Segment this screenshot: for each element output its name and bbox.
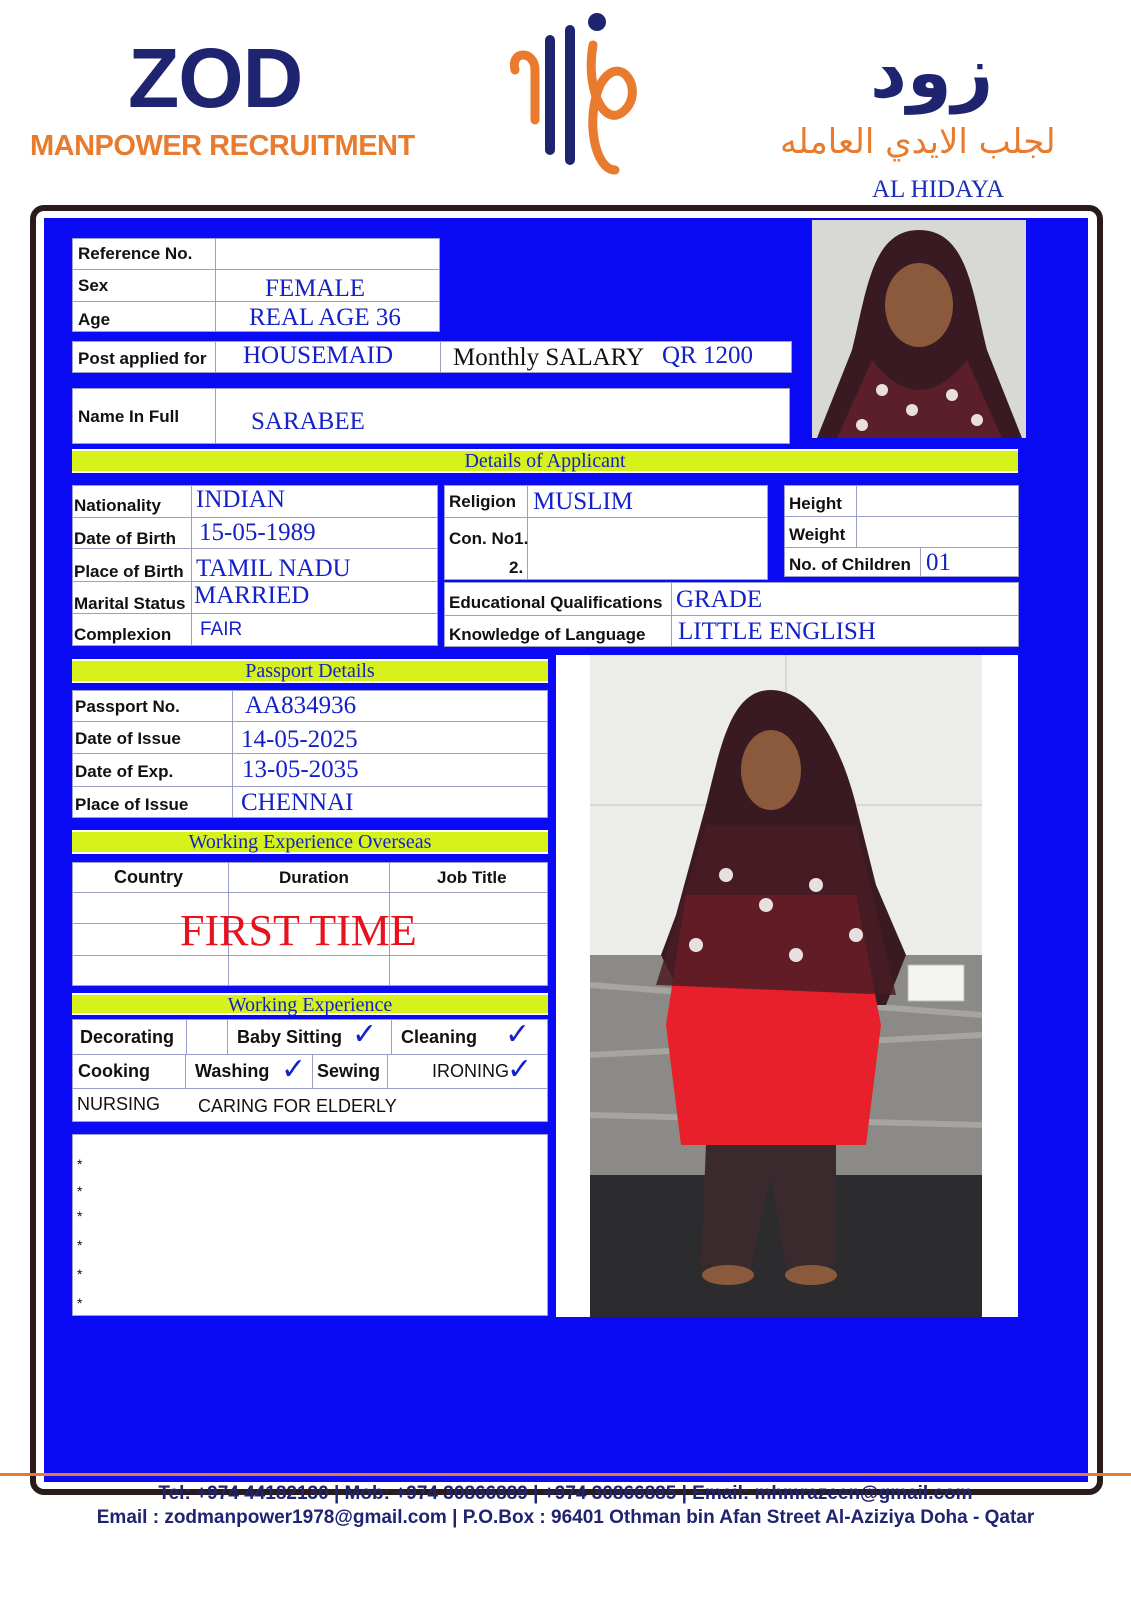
experience-title: Working Experience	[72, 993, 548, 1015]
passport-title: Passport Details	[72, 659, 548, 683]
applicant-portrait	[812, 220, 1026, 438]
nationality-label: Nationality	[74, 496, 161, 515]
details-title: Details of Applicant	[72, 449, 1018, 473]
cleaning-label: Cleaning	[401, 1027, 478, 1047]
ironing-check-icon: ✓	[507, 1052, 533, 1087]
sex-value: FEMALE	[265, 275, 365, 302]
name-row	[72, 388, 790, 444]
height-label: Height	[789, 494, 842, 513]
religion-label: Religion	[449, 492, 517, 511]
caring-label: CARING FOR ELDERLY	[198, 1096, 397, 1116]
duration-header: Duration	[279, 868, 349, 887]
first-time-note: FIRST TIME	[180, 906, 417, 955]
education-label: Educational Qualifications	[449, 593, 663, 612]
religion-value: MUSLIM	[533, 488, 634, 515]
con2-label: 2.	[509, 558, 524, 577]
note-bullet: *	[77, 1237, 83, 1253]
education-value: GRADE	[676, 586, 763, 613]
post-value: HOUSEMAID	[243, 342, 393, 369]
footer-divider	[0, 1473, 1131, 1476]
al-hidaya-label: AL HIDAYA	[872, 176, 1005, 203]
issue-date-value: 14-05-2025	[241, 726, 358, 753]
brand-subtitle: MANPOWER RECRUITMENT	[30, 130, 415, 162]
baby-sitting-label: Baby Sitting	[237, 1027, 343, 1047]
notes-box	[72, 1134, 548, 1316]
passport-no-label: Passport No.	[75, 697, 180, 716]
issue-place-value: CHENNAI	[241, 789, 354, 816]
language-label: Knowledge of Language	[449, 625, 646, 644]
issue-date-label: Date of Issue	[75, 729, 181, 748]
pob-value: TAMIL NADU	[196, 555, 351, 582]
note-bullet: *	[77, 1295, 83, 1311]
sex-label: Sex	[78, 276, 109, 295]
dob-value: 15-05-1989	[199, 519, 316, 546]
nationality-value: INDIAN	[196, 486, 285, 513]
marital-label: Marital Status	[74, 594, 186, 613]
passport-no-value: AA834936	[245, 692, 357, 719]
exp-date-label: Date of Exp.	[75, 762, 174, 781]
name-value: SARABEE	[251, 408, 365, 435]
note-bullet: *	[77, 1183, 83, 1199]
age-value: REAL AGE 36	[249, 304, 401, 331]
washing-label: Washing	[195, 1061, 270, 1081]
complexion-label: Complexion	[74, 625, 172, 644]
note-bullet: *	[77, 1156, 83, 1172]
job-title-header: Job Title	[437, 868, 507, 887]
dob-label: Date of Birth	[74, 529, 176, 548]
exp-date-value: 13-05-2035	[242, 756, 359, 783]
decorating-label: Decorating	[80, 1027, 175, 1047]
note-bullet: *	[77, 1208, 83, 1224]
ironing-label: IRONING	[432, 1061, 510, 1081]
brand-title: ZOD	[128, 31, 303, 125]
arabic-brand: زود	[870, 30, 994, 114]
salary-value: QR 1200	[662, 342, 753, 369]
cooking-label: Cooking	[78, 1061, 150, 1081]
children-label: No. of Children	[789, 555, 911, 574]
washing-check-icon: ✓	[281, 1052, 307, 1087]
age-label: Age	[78, 310, 111, 329]
issue-place-label: Place of Issue	[75, 795, 189, 814]
children-value: 01	[926, 549, 951, 576]
overseas-title: Working Experience Overseas	[72, 830, 548, 854]
marital-value: MARRIED	[194, 582, 310, 609]
cleaning-check-icon: ✓	[505, 1017, 531, 1052]
pob-label: Place of Birth	[74, 562, 184, 581]
company-logo-icon	[505, 10, 645, 180]
footer-contact-line: Tel: +974 44182130 | Mob: +974 30866889 | +974 30866885 | Email: mhmrazeen@gmail.com	[158, 1483, 973, 1504]
applicant-full-photo	[556, 655, 1018, 1317]
weight-label: Weight	[789, 525, 846, 544]
baby-sitting-check-icon: ✓	[352, 1017, 378, 1052]
country-header: Country	[114, 867, 183, 887]
language-value: LITTLE ENGLISH	[678, 618, 876, 645]
footer-address-line: Email : zodmanpower1978@gmail.com | P.O.Box : 96401 Othman bin Afan Street Al-Aziziya Doha - Qatar	[96, 1507, 1035, 1528]
name-label: Name In Full	[78, 407, 180, 426]
sewing-label: Sewing	[317, 1061, 381, 1081]
complexion-value: FAIR	[200, 619, 243, 640]
salary-label: Monthly SALARY	[453, 344, 645, 371]
note-bullet: *	[77, 1266, 83, 1282]
arabic-subtitle: لجلب الايدي العامله	[780, 122, 1056, 162]
reference-label: Reference No.	[78, 244, 193, 263]
post-label: Post applied for	[78, 349, 207, 368]
con1-label: Con. No1.	[449, 529, 529, 548]
nursing-label: NURSING	[77, 1094, 161, 1114]
